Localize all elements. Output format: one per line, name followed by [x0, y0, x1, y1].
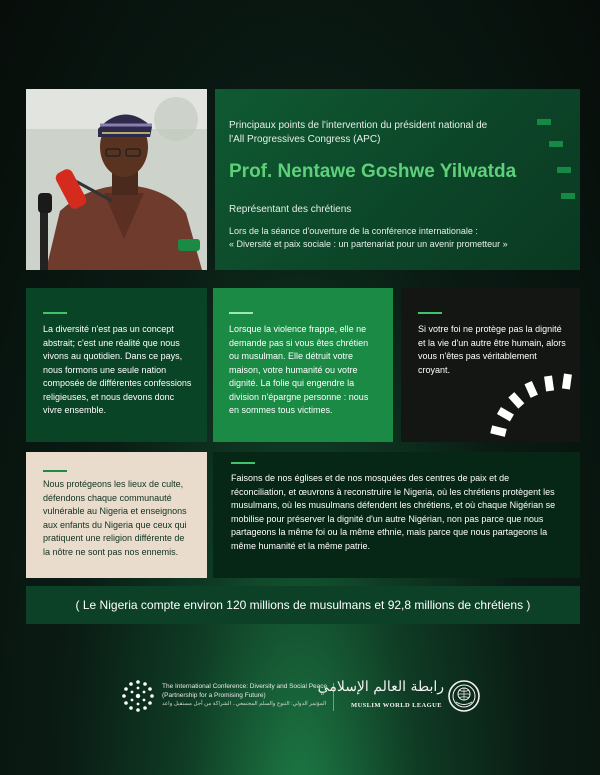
header-panel [215, 89, 580, 270]
speaker-name: Prof. Nentawe Goshwe Yilwatda [229, 161, 517, 182]
quote-text: Si votre foi ne protège pas la dignité et la vie d'un autre être humain, alors vous n'êtes pas véritablement croyant. [418, 324, 566, 375]
quote-card [213, 288, 393, 442]
quote-text: Nous protégeons les lieux de culte, défendons chaque communauté vulnérable au Nigeria et enseignons aux enfants du Nigeria que ceux qui pratiquent une religion différente de la nôtre ne sont pas nos ennemis. [43, 479, 187, 557]
card-accent-bar [231, 462, 255, 464]
context-line: Lors de la séance d'ouverture de la conférence internationale : [229, 226, 478, 236]
speaker-illustration [26, 89, 207, 270]
footer [0, 675, 600, 720]
conference-title-en: The International Conference: Diversity and Social Peace (Partnership for a Promising Future) [162, 683, 328, 699]
arc-decoration [549, 141, 563, 147]
speaker-photo [26, 89, 207, 270]
arc-decoration [557, 167, 571, 173]
conference-title-ar: المؤتمر الدولي: التنوع والسلم المجتمعي.. الشراكة من أجل مستقبل واعد [162, 701, 327, 707]
statistic-banner: ( Le Nigeria compte environ 120 millions de musulmans et 92,8 millions de chrétiens ) [26, 586, 580, 624]
quote-card [26, 452, 207, 578]
quote-text: Lorsque la violence frappe, elle ne demande pas si vous êtes chrétien ou musulman. Elle détruit votre maison, votre humanité ou votre dignité. La folie qui engendre la division n'épargne personne : nous en sommes tous victimes. [229, 324, 369, 415]
arc-decoration [537, 119, 551, 125]
conference-logo-icon [121, 679, 155, 713]
card-accent-bar [43, 312, 67, 314]
mwl-name-ar: رابطة العالم الإسلامي [317, 679, 444, 695]
quote-text: Faisons de nos églises et de nos mosquées des centres de paix et de réconciliation, et œuvrons à reconstruire le Nigeria, où les chrétiens protègent les musulmans, où les musulmans défendent les chrétiens, et où chaque Nigérian se mobilise pour préserver la dignité d'un autre Nigérian, non pas parce que nous partageons la même foi ou la même ethnie, mais parce que nous partageons la même humanité et la même patrie. [231, 473, 556, 551]
quote-text: La diversité n'est pas un concept abstrait; c'est une réalité que nous vivons au quotidien. Dans ce pays, nous formons une seule nation composée de différentes confessions religieuses, et nous devons donc vivre ensemble. [43, 324, 192, 415]
card-accent-bar [418, 312, 442, 314]
intro-text: Principaux points de l'intervention du président national de l'All Progressives Congress (APC) [229, 120, 488, 145]
quote-card [26, 288, 207, 442]
quote-card [213, 452, 580, 578]
conference-title [162, 683, 337, 709]
card-accent-bar [229, 312, 253, 314]
speaker-role: Représentant des chrétiens [229, 204, 352, 215]
quote-card [401, 288, 580, 442]
conference-context [229, 225, 569, 251]
dashed-arc-decoration [483, 366, 593, 446]
context-line: « Diversité et paix sociale : un partenariat pour un avenir prometteur » [229, 239, 508, 249]
arc-decoration [561, 193, 575, 199]
card-accent-bar [43, 470, 67, 472]
mwl-name-en: MUSLIM WORLD LEAGUE [351, 702, 442, 709]
mwl-emblem-icon [447, 679, 481, 713]
